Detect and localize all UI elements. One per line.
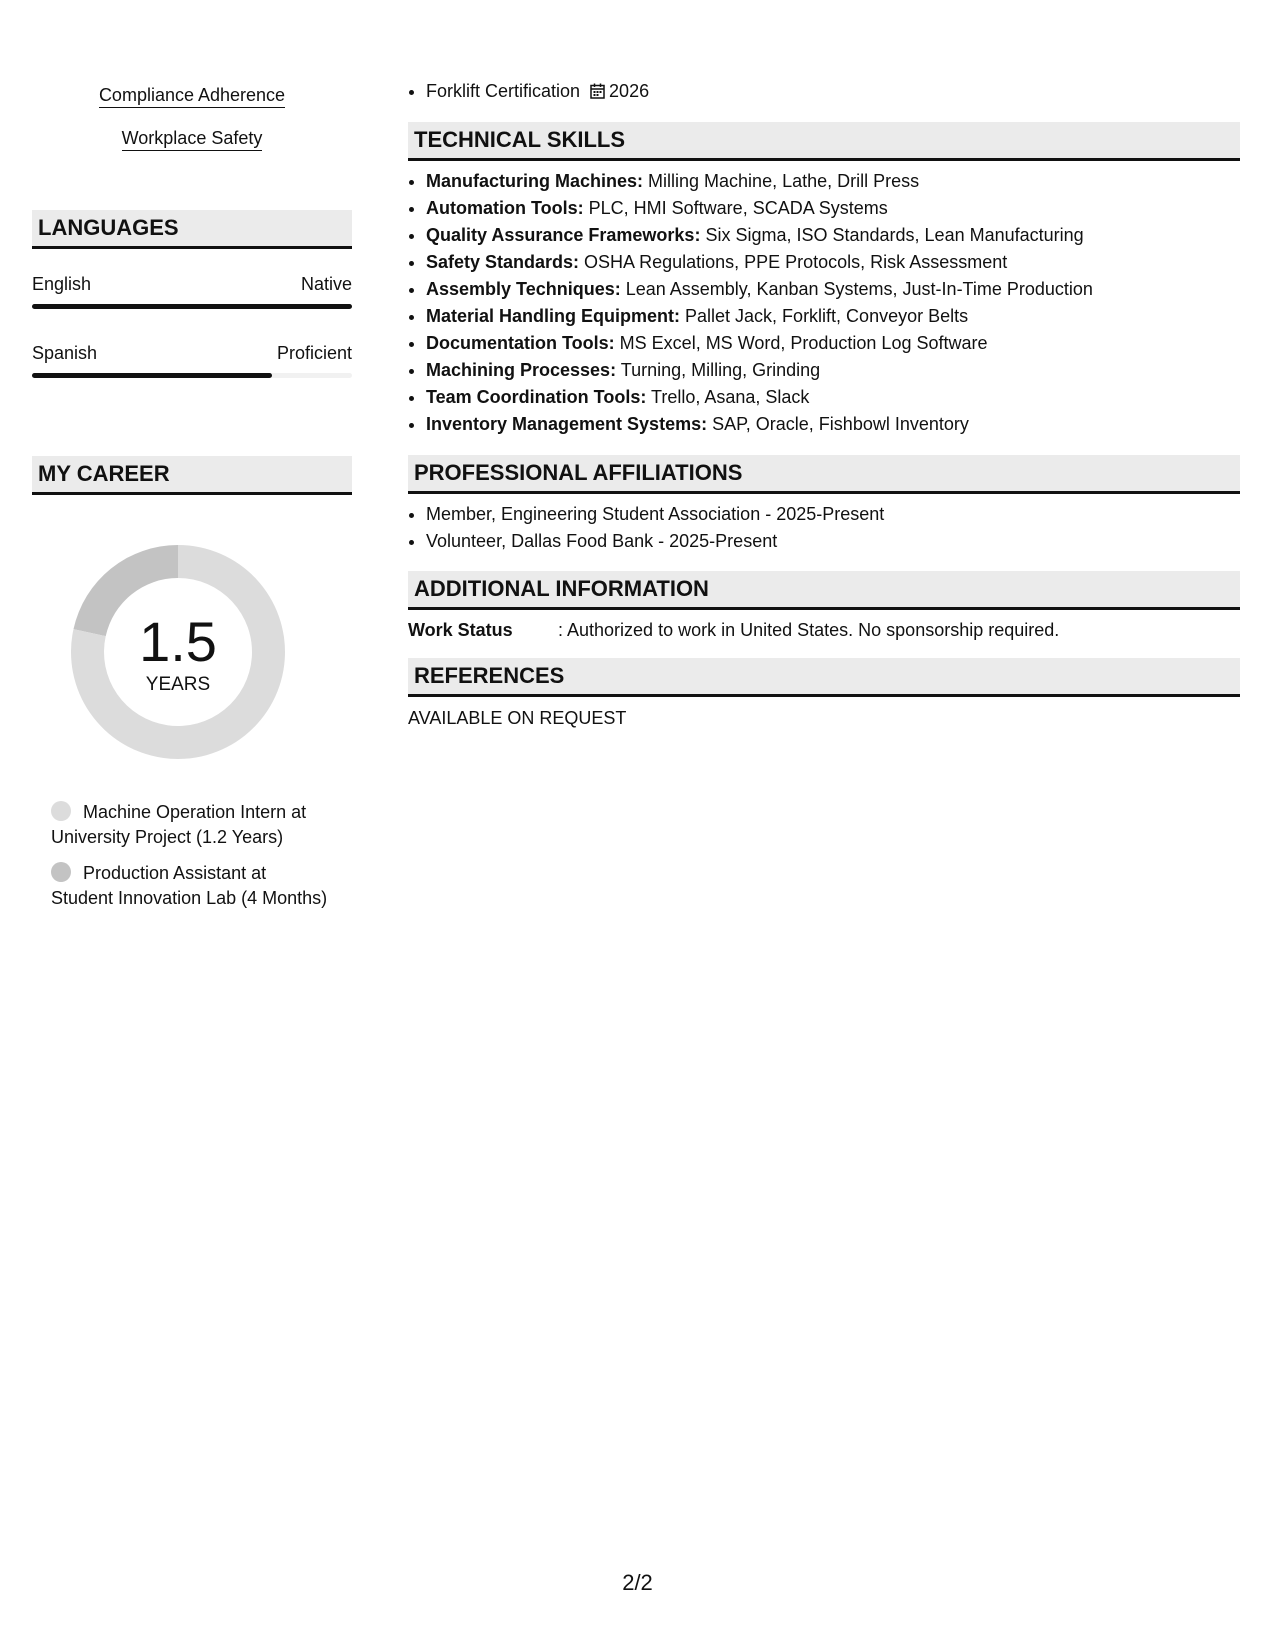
certification-item: • Forklift Certification 2026 bbox=[426, 78, 649, 105]
affiliation-item: • Volunteer, Dallas Food Bank - 2025-Present bbox=[426, 528, 884, 555]
skill-item: • Quality Assurance Frameworks: Six Sigma, ISO Standards, Lean Manufacturing bbox=[426, 222, 1093, 249]
skill-item: • Team Coordination Tools: Trello, Asana, Slack bbox=[426, 384, 1093, 411]
skill-item: • Assembly Techniques: Lean Assembly, Kanban Systems, Just-In-Time Production bbox=[426, 276, 1093, 303]
certification-list bbox=[408, 78, 649, 105]
career-item: Production Assistant at Student Innovation Lab (4 Months) bbox=[51, 863, 328, 908]
career-total bbox=[66, 540, 290, 764]
skill-item: • Documentation Tools: MS Excel, MS Word, Production Log Software bbox=[426, 330, 1093, 357]
language-level: Proficient bbox=[276, 343, 352, 363]
language-level: Native bbox=[300, 274, 352, 294]
technical-skills-list bbox=[408, 168, 1093, 438]
languages-heading: LANGUAGES bbox=[32, 210, 352, 249]
language-name: English bbox=[32, 274, 92, 294]
career-heading: MY CAREER bbox=[32, 456, 352, 495]
skill-item: • Safety Standards: OSHA Regulations, PPE Protocols, Risk Assessment bbox=[426, 249, 1093, 276]
affiliations-list bbox=[408, 501, 884, 555]
language-bar bbox=[32, 304, 352, 309]
references-heading: REFERENCES bbox=[408, 658, 1240, 697]
skill-item: • Automation Tools: PLC, HMI Software, SCADA Systems bbox=[426, 195, 1093, 222]
legend-dot bbox=[51, 801, 71, 821]
skill-item: • Machining Processes: Turning, Milling, Grinding bbox=[426, 357, 1093, 384]
affiliations-heading: PROFESSIONAL AFFILIATIONS bbox=[408, 455, 1240, 494]
technical-skills-heading: TECHNICAL SKILLS bbox=[408, 122, 1240, 161]
skill-item: • Inventory Management Systems: SAP, Oracle, Fishbowl Inventory bbox=[426, 411, 1093, 438]
additional-info-heading: ADDITIONAL INFORMATION bbox=[408, 571, 1240, 610]
language-bar bbox=[32, 373, 352, 378]
career-total-unit: YEARS bbox=[145, 674, 211, 695]
skill-item: • Manufacturing Machines: Milling Machine, Lathe, Drill Press bbox=[426, 168, 1093, 195]
work-status-label: Work Status bbox=[408, 620, 513, 640]
legend-dot bbox=[51, 862, 71, 882]
language-name: Spanish bbox=[32, 343, 98, 363]
language-bar-fill bbox=[32, 373, 272, 378]
skill-tag: Compliance Adherence bbox=[32, 84, 352, 108]
work-status-value: : Authorized to work in United States. No sponsorship required. bbox=[558, 620, 1060, 640]
affiliation-item: • Member, Engineering Student Association - 2025-Present bbox=[426, 501, 884, 528]
page-number: 2/2 bbox=[622, 1570, 653, 1595]
skill-item: • Material Handling Equipment: Pallet Jack, Forklift, Conveyor Belts bbox=[426, 303, 1093, 330]
career-item: Machine Operation Intern at University Project (1.2 Years) bbox=[51, 802, 307, 847]
references-text: AVAILABLE ON REQUEST bbox=[408, 708, 627, 728]
language-bar-fill bbox=[32, 304, 352, 309]
career-total-value: 1.5 bbox=[139, 610, 217, 673]
calendar-icon bbox=[590, 83, 605, 99]
skill-tag: Workplace Safety bbox=[32, 127, 352, 151]
